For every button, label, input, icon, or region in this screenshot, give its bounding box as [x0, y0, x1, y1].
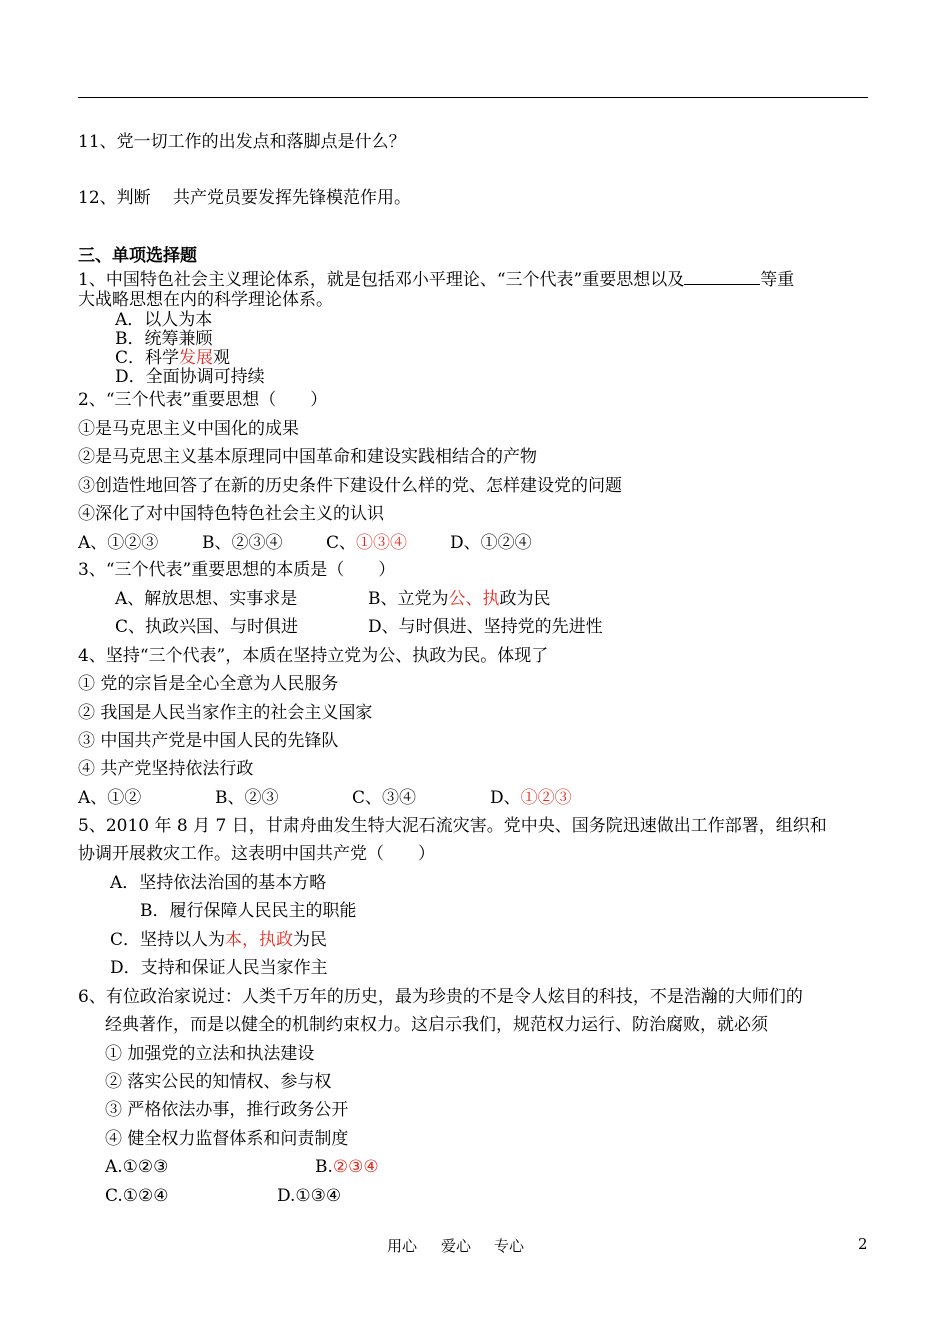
section-title: 三、单项选择题 [78, 246, 197, 266]
fill-blank [684, 270, 760, 285]
mc4-option-b: B、②③ [215, 788, 279, 808]
mc1-stem-text: 1、中国特色社会主义理论体系，就是包括邓小平理论、“三个代表”重要思想以及 [78, 270, 685, 290]
mc2-option-c-label: C、 [326, 533, 357, 553]
mc2-option-d: D、①②④ [450, 533, 532, 553]
mc3-stem: 3、“三个代表”重要思想的本质是（ ） [78, 560, 396, 580]
mc2-statement-2: ②是马克思主义基本原理同中国革命和建设实践相结合的产物 [78, 447, 537, 467]
footer-motto-3: 专心 [494, 1237, 525, 1255]
mc1-option-c-text: C．科学 [115, 348, 180, 368]
mc6-option-c: C.①②④ [105, 1186, 169, 1206]
mc3-option-b-tail: 政为民 [499, 589, 551, 609]
mc1-option-d: D．全面协调可持续 [115, 367, 265, 387]
mc4-option-d-label: D、 [490, 788, 521, 808]
mc4-statement-3: ③ 中国共产党是中国人民的先锋队 [78, 731, 339, 751]
mc3-option-d: D、与时俱进、坚持党的先进性 [368, 617, 603, 637]
mc4-stem: 4、坚持“三个代表”，本质在坚持立党为公、执政为民。体现了 [78, 646, 549, 666]
mc5-option-c [110, 930, 327, 950]
header-rule [78, 97, 868, 98]
mc6-statement-1: ① 加强党的立法和执法建设 [105, 1044, 315, 1064]
mc2-statement-4: ④深化了对中国特色特色社会主义的认识 [78, 504, 384, 524]
mc5-stem-line1: 5、2010 年 8 月 7 日，甘肃舟曲发生特大泥石流灾害。党中央、国务院迅速做出工作部署，组织和 [78, 816, 827, 836]
mc1-stem-line1 [78, 270, 794, 290]
mc1-stem-line2: 大战略思想在内的科学理论体系。 [78, 290, 333, 310]
mc3-answer-highlight: 公、执 [448, 589, 500, 609]
mc5-option-c-text: C．坚持以人为 [110, 930, 226, 950]
mc4-statement-4: ④ 共产党坚持依法行政 [78, 759, 254, 779]
mc1-option-a: A．以人为本 [115, 310, 213, 330]
mc5-option-a: A．坚持依法治国的基本方略 [110, 873, 327, 893]
mc4-statement-2: ② 我国是人民当家作主的社会主义国家 [78, 703, 373, 723]
footer-motto-2: 爱心 [441, 1237, 472, 1255]
mc6-stem-line2: 经典著作，而是以健全的机制约束权力。这启示我们，规范权力运行、防治腐败，就必须 [105, 1015, 768, 1035]
page-number: 2 [858, 1235, 868, 1253]
mc5-option-b: B．履行保障人民民主的职能 [140, 901, 357, 921]
mc3-option-c: C、执政兴国、与时俱进 [115, 617, 299, 637]
mc2-option-c [326, 533, 407, 553]
mc6-stem-line1: 6、有位政治家说过：人类千万年的历史，最为珍贵的不是令人炫目的科技，不是浩瀚的大师们的 [78, 987, 803, 1007]
mc3-option-b-text: B、立党为 [368, 589, 449, 609]
mc4-statement-1: ① 党的宗旨是全心全意为人民服务 [78, 674, 339, 694]
mc1-option-c [115, 348, 230, 368]
mc6-answer-highlight: ②③④ [332, 1157, 379, 1177]
mc5-option-d: D．支持和保证人民当家作主 [110, 958, 328, 978]
question-12: 12、判断 共产党员要发挥先锋模范作用。 [78, 188, 412, 208]
mc2-stem: 2、“三个代表”重要思想（ ） [78, 390, 328, 410]
mc5-stem-line2: 协调开展救灾工作。这表明中国共产党（ ） [78, 844, 435, 864]
mc4-option-a: A、①② [78, 788, 142, 808]
mc3-option-a: A、解放思想、实事求是 [115, 589, 298, 609]
mc2-option-b: B、②③④ [202, 533, 283, 553]
mc3-option-b [368, 589, 551, 609]
mc6-option-b-label: B. [315, 1157, 333, 1177]
mc6-statement-3: ③ 严格依法办事，推行政务公开 [105, 1100, 349, 1120]
question-11: 11、党一切工作的出发点和落脚点是什么？ [78, 132, 406, 152]
mc4-option-d [490, 788, 572, 808]
mc5-option-c-tail: 为民 [293, 930, 328, 950]
mc2-statement-1: ①是马克思主义中国化的成果 [78, 419, 299, 439]
footer-motto-1: 用心 [387, 1237, 418, 1255]
mc1-answer-highlight: 发展 [179, 348, 214, 368]
mc5-answer-highlight: 本，执政 [225, 930, 294, 950]
mc4-option-c: C、③④ [352, 788, 417, 808]
mc6-option-b [315, 1157, 379, 1177]
mc6-option-a: A.①②③ [105, 1157, 169, 1177]
mc4-answer-highlight: ①②③ [520, 788, 572, 808]
mc6-statement-4: ④ 健全权力监督体系和问责制度 [105, 1129, 349, 1149]
mc1-option-b: B．统筹兼顾 [115, 329, 213, 349]
mc2-statement-3: ③创造性地回答了在新的历史条件下建设什么样的党、怎样建设党的问题 [78, 476, 622, 496]
mc2-option-a: A、①②③ [78, 533, 159, 553]
mc2-answer-highlight: ①③④ [356, 533, 408, 553]
mc1-stem-tail: 等重 [760, 270, 795, 290]
mc6-statement-2: ② 落实公民的知情权、参与权 [105, 1072, 332, 1092]
mc1-option-c-tail: 观 [213, 348, 231, 368]
mc6-option-d: D.①③④ [277, 1186, 342, 1206]
